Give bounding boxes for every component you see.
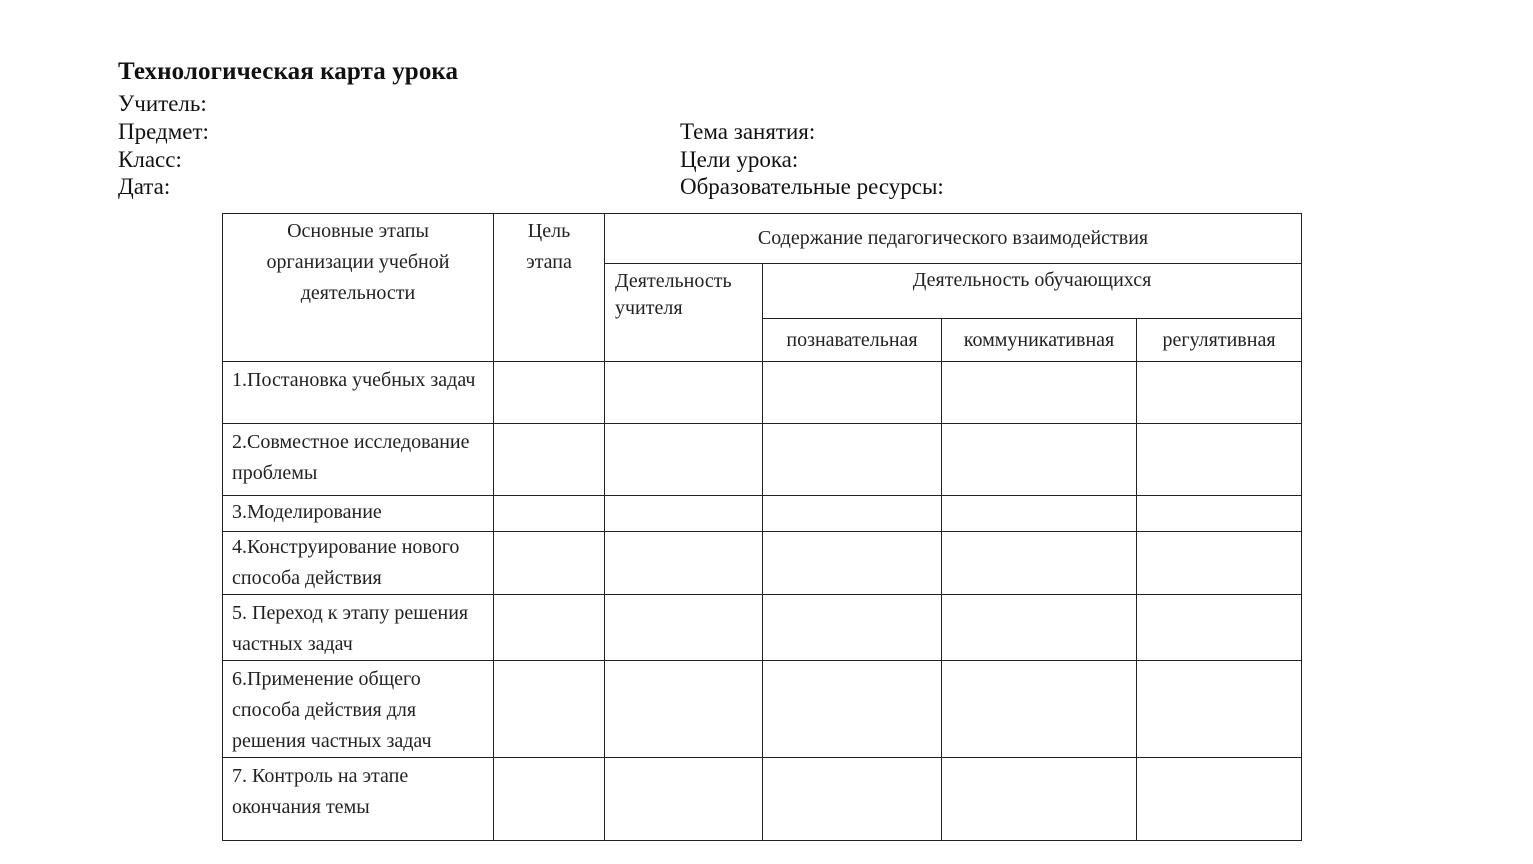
empty-cell[interactable] bbox=[1137, 758, 1302, 841]
table-row bbox=[223, 758, 1302, 841]
table-row bbox=[223, 532, 1302, 595]
empty-cell[interactable] bbox=[763, 496, 942, 532]
empty-cell[interactable] bbox=[605, 595, 763, 661]
empty-cell[interactable] bbox=[942, 532, 1137, 595]
field-goals: Цели урока: bbox=[680, 147, 799, 172]
empty-cell[interactable] bbox=[1137, 661, 1302, 758]
empty-cell[interactable] bbox=[605, 424, 763, 496]
field-topic: Тема занятия: bbox=[680, 119, 816, 144]
empty-cell[interactable] bbox=[763, 424, 942, 496]
table-row bbox=[223, 496, 1302, 532]
table-row bbox=[223, 424, 1302, 496]
empty-cell[interactable] bbox=[1137, 496, 1302, 532]
stage-cell: 7. Контроль на этапе окончания темы bbox=[223, 758, 494, 841]
stage-cell: 5. Переход к этапу решения частных задач bbox=[223, 595, 494, 661]
empty-cell[interactable] bbox=[605, 496, 763, 532]
stage-cell: 6.Применение общего способа действия для решения частных задач bbox=[223, 661, 494, 758]
empty-cell[interactable] bbox=[494, 532, 605, 595]
empty-cell[interactable] bbox=[605, 532, 763, 595]
field-teacher: Учитель: bbox=[118, 91, 207, 116]
empty-cell[interactable] bbox=[1137, 595, 1302, 661]
empty-cell[interactable] bbox=[1137, 424, 1302, 496]
empty-cell[interactable] bbox=[1137, 362, 1302, 424]
header-content: Содержание педагогического взаимодействия bbox=[605, 214, 1302, 264]
field-class: Класс: bbox=[118, 147, 182, 172]
empty-cell[interactable] bbox=[605, 362, 763, 424]
empty-cell[interactable] bbox=[942, 496, 1137, 532]
document-title: Технологическая карта урока bbox=[118, 58, 459, 85]
empty-cell[interactable] bbox=[494, 595, 605, 661]
empty-cell[interactable] bbox=[763, 758, 942, 841]
header-stages: Основные этапы организации учебной деятельности bbox=[223, 214, 494, 362]
empty-cell[interactable] bbox=[494, 362, 605, 424]
header-communicative: коммуникативная bbox=[942, 319, 1137, 362]
empty-cell[interactable] bbox=[942, 424, 1137, 496]
header-regulative: регулятивная bbox=[1137, 319, 1302, 362]
empty-cell[interactable] bbox=[494, 758, 605, 841]
table-row bbox=[223, 661, 1302, 758]
field-date: Дата: bbox=[118, 174, 171, 199]
field-resources: Образовательные ресурсы: bbox=[680, 174, 944, 199]
header-students: Деятельность обучающихся bbox=[763, 264, 1302, 319]
empty-cell[interactable] bbox=[942, 595, 1137, 661]
empty-cell[interactable] bbox=[763, 661, 942, 758]
header-teacher: Деятельность учителя bbox=[605, 264, 763, 362]
empty-cell[interactable] bbox=[942, 362, 1137, 424]
empty-cell[interactable] bbox=[1137, 532, 1302, 595]
table-row bbox=[223, 595, 1302, 661]
lesson-map-table bbox=[222, 213, 1302, 841]
stage-cell: 1.Постановка учебных задач bbox=[223, 362, 494, 424]
empty-cell[interactable] bbox=[942, 661, 1137, 758]
empty-cell[interactable] bbox=[494, 424, 605, 496]
empty-cell[interactable] bbox=[494, 496, 605, 532]
empty-cell[interactable] bbox=[494, 661, 605, 758]
empty-cell[interactable] bbox=[763, 362, 942, 424]
stage-cell: 4.Конструирование нового способа действия bbox=[223, 532, 494, 595]
header-cognitive: познавательная bbox=[763, 319, 942, 362]
empty-cell[interactable] bbox=[763, 595, 942, 661]
empty-cell[interactable] bbox=[605, 661, 763, 758]
empty-cell[interactable] bbox=[605, 758, 763, 841]
table-row bbox=[223, 362, 1302, 424]
stage-cell: 2.Совместное исследование проблемы bbox=[223, 424, 494, 496]
field-subject: Предмет: bbox=[118, 119, 209, 144]
empty-cell[interactable] bbox=[942, 758, 1137, 841]
empty-cell[interactable] bbox=[763, 532, 942, 595]
header-goal: Цель этапа bbox=[494, 214, 605, 362]
stage-cell: 3.Моделирование bbox=[223, 496, 494, 532]
